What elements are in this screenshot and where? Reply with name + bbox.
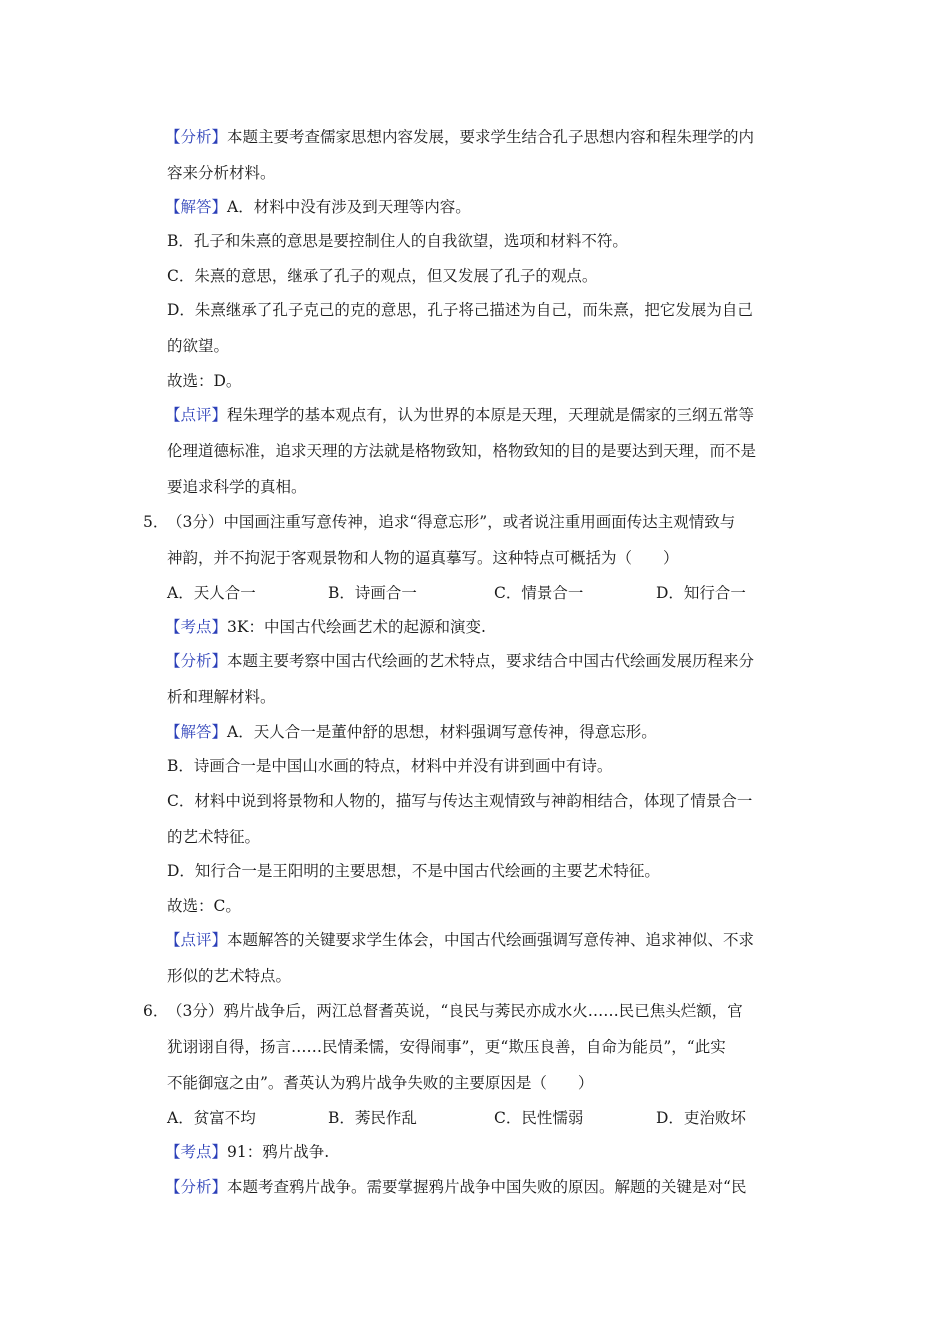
question-number: 6． — [143, 1002, 169, 1020]
comment-tag: 【点评】 — [165, 406, 228, 424]
option-a: A．天人合一 — [167, 584, 256, 602]
comment-tag: 【点评】 — [165, 931, 228, 949]
solution-tag: 【解答】 — [165, 198, 228, 216]
analysis-text: 本题主要考查儒家思想内容发展，要求学生结合孔子思想内容和程朱理学的内 — [227, 128, 755, 146]
option-c: C．民性懦弱 — [494, 1109, 584, 1127]
option-b: B．莠民作乱 — [328, 1109, 417, 1127]
analysis-tag: 【分析】 — [165, 128, 228, 146]
question-number: 5． — [143, 513, 169, 531]
document-page: 【分析】本题主要考查儒家思想内容发展，要求学生结合孔子思想内容和程朱理学的内 容来分析材料。 【解答】A．材料中没有涉及到天理等内容。 B．孔子和朱熹的意思是要控制住人的自我欲望，选项和材料不符。 C．朱熹的意思，继承了孔子的观点，但又发展了孔子的观点。 D．朱熹继承了孔子克己的克的意思，孔子将己描述为自己，而朱熹，把它发展为自己 的欲望。 故选：D。 【点评】程朱理学的基本观点有，认为世界的本原是天理，天理就是儒家的三纲五常等 伦理道德标准，追求天理的方法就是格物致知，格物致知的目的是要达到天理，而不是 要追求科学的真相。 5． （3分）中国画注重写意传神，追求“得意忘形”，或者说注重用画面传达主观情致与 神韵，并不拘泥于客观景物和人物的逼真摹写。这种特点可概括为（ ） A．天人合一 B．诗画合一 C．情景合一 D．知行合一 【考点】3K：中国古代绘画艺术的起源和演变. 【分析】本题主要考察中国古代绘画的艺术特点，要求结合中国古代绘画发展历程来分 析和理解材料。 【解答】A．天人合一是董仲舒的思想，材料强调写意传神，得意忘形。 B．诗画合一是中国山水画的特点，材料中并没有讲到画中有诗。 C．材料中说到将景物和人物的，描写与传达主观情致与神韵相结合，体现了情景合一 的艺术特征。 D．知行合一是王阳明的主要思想，不是中国古代绘画的主要艺术特征。 故选：C。 【点评】本题解答的关键要求学生体会，中国古代绘画强调写意传神、追求神似、不求 形似的艺术特点。 6． （3分）鸦片战争后，两江总督耆英说，“良民与莠民亦成水火……民已焦头烂额，官 犹诩诩自得，扬言……民情柔懦，安得闹事”，更“欺压良善，自命为能员”，“此实 不能御寇之由”。耆英认为鸦片战争失败的主要原因是（ ） A．贫富不均 B．莠民作乱 C．民性懦弱 D．吏治败坏 【考点】91：鸦片战争. 【分析】本题考查鸦片战争。需要掌握鸦片战争中国失败的原因。解题的关键是对“民 — [143, 128, 757, 1196]
knowledge-tag: 【考点】 — [165, 618, 228, 636]
option-a: A．贫富不均 — [167, 1109, 256, 1127]
option-d: D．知行合一 — [656, 584, 746, 602]
knowledge-tag: 【考点】 — [165, 1143, 228, 1161]
analysis-tag: 【分析】 — [165, 1178, 228, 1196]
option-d: D．吏治败坏 — [656, 1109, 746, 1127]
solution-tag: 【解答】 — [165, 723, 228, 741]
analysis-tag: 【分析】 — [165, 652, 228, 670]
option-c: C．情景合一 — [494, 584, 584, 602]
option-b: B．诗画合一 — [328, 584, 417, 602]
